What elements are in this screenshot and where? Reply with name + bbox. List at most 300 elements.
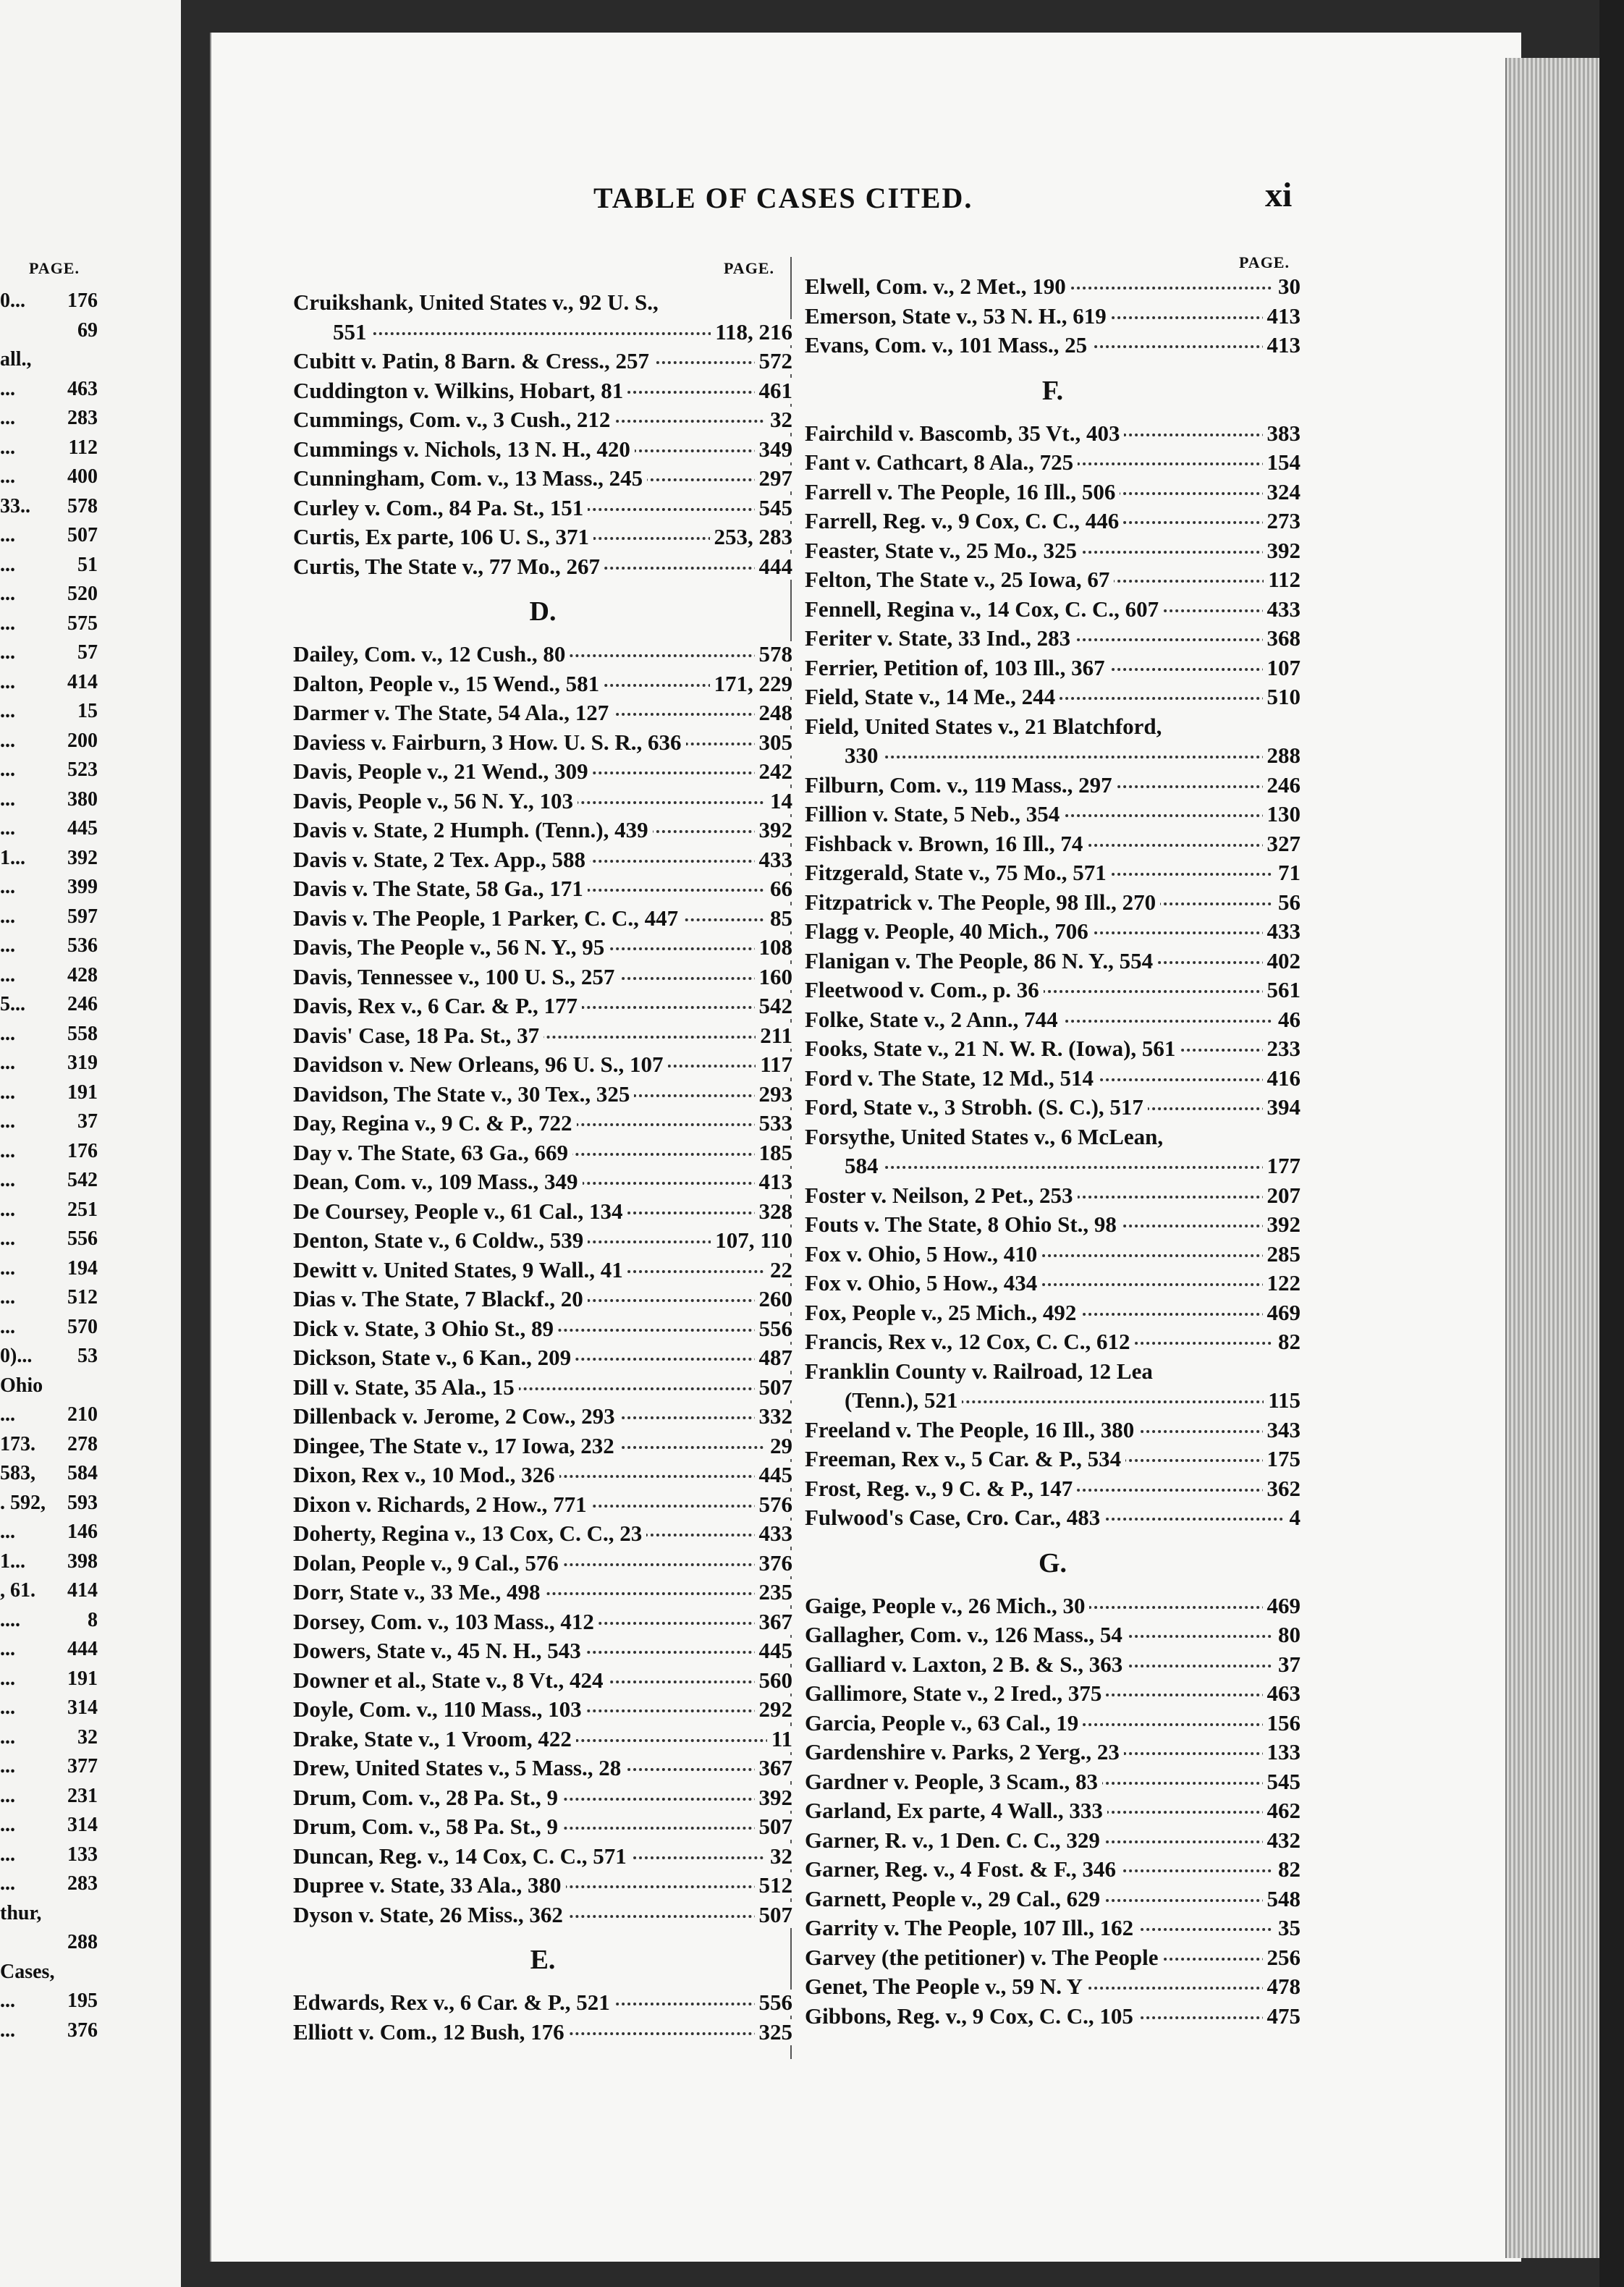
- case-entry: [805, 1417, 1301, 1447]
- case-entry: [293, 1316, 792, 1345]
- case-citation: Filburn, Com. v., 119 Mass., 297: [805, 772, 1117, 798]
- case-page-ref: 432: [1263, 1827, 1301, 1853]
- facing-page-fragment: ...: [0, 1256, 15, 1280]
- case-page-ref: 66: [766, 876, 792, 902]
- facing-page-row: [0, 407, 98, 434]
- case-entry: [293, 1521, 792, 1550]
- facing-page-row: [0, 495, 98, 523]
- case-page-ref: 29: [766, 1433, 792, 1459]
- case-citation: Drum, Com. v., 58 Pa. St., 9: [293, 1814, 562, 1839]
- case-entry: [293, 758, 792, 788]
- case-page-ref: 507: [755, 1374, 793, 1400]
- case-citation: Davidson v. New Orleans, 96 U. S., 107: [293, 1052, 668, 1077]
- facing-page-row: [0, 1814, 98, 1841]
- cases-column-2: [805, 274, 1301, 2032]
- facing-page-number: 231: [67, 1784, 98, 1807]
- facing-page-number: 278: [67, 1432, 98, 1455]
- case-citation: Dewitt v. United States, 9 Wall., 41: [293, 1257, 627, 1282]
- case-page-ref: 35: [1274, 1915, 1301, 1941]
- case-page-ref: 413: [1263, 332, 1301, 358]
- facing-page-number: 593: [67, 1491, 98, 1514]
- case-citation: Felton, The State v., 25 Iowa, 67: [805, 567, 1114, 592]
- facing-page-fragment: ...: [0, 641, 15, 664]
- case-citation: Fooks, State v., 21 N. W. R. (Iowa), 561: [805, 1036, 1180, 1061]
- facing-page-fragment: ...: [0, 524, 15, 546]
- facing-page-number: 288: [67, 1931, 98, 1953]
- facing-page-row: [0, 1140, 98, 1167]
- case-entry: [805, 889, 1301, 919]
- case-citation: De Coursey, People v., 61 Cal., 134: [293, 1199, 627, 1224]
- facing-page-row: [0, 964, 98, 992]
- case-citation: Farrell, Reg. v., 9 Cox, C. C., 446: [805, 508, 1123, 533]
- case-citation: Darmer v. The State, 54 Ala., 127: [293, 700, 613, 725]
- case-page-ref: 32: [766, 1843, 792, 1869]
- case-citation-continued: 584: [845, 1153, 883, 1178]
- case-citation: Fairchild v. Bascomb, 35 Vt., 403: [805, 420, 1124, 446]
- facing-page-row: [0, 847, 98, 874]
- case-entry: [805, 1798, 1301, 1827]
- case-entry: [293, 1638, 792, 1667]
- case-citation: Garner, R. v., 1 Den. C. C., 329: [805, 1827, 1104, 1853]
- case-page-ref: 154: [1263, 449, 1301, 475]
- case-entry: [805, 1593, 1301, 1623]
- case-page-ref: 211: [756, 1023, 792, 1049]
- case-entry: [293, 905, 792, 935]
- page-title: TABLE OF CASES CITED.: [593, 182, 973, 214]
- facing-page-number: 536: [67, 934, 98, 957]
- facing-page-number: 246: [67, 993, 98, 1015]
- case-citation: Davis v. State, 2 Tex. App., 588: [293, 847, 590, 872]
- case-entry: [293, 1345, 792, 1374]
- case-entry: [805, 274, 1301, 303]
- case-entry: [805, 1241, 1301, 1271]
- case-citation: Gardner v. People, 3 Scam., 83: [805, 1769, 1102, 1794]
- facing-page-row: [0, 730, 98, 757]
- facing-page-row: [0, 524, 98, 551]
- case-citation: Davis v. The People, 1 Parker, C. C., 447: [293, 905, 682, 931]
- column-2-page-heading: PAGE.: [1239, 253, 1290, 271]
- case-page-ref: 542: [755, 993, 793, 1019]
- facing-page-number: 319: [67, 1052, 98, 1074]
- case-entry: [805, 1652, 1301, 1681]
- case-page-ref: 507: [755, 1902, 793, 1928]
- case-entry: [805, 1300, 1301, 1329]
- case-page-ref: 297: [755, 465, 793, 491]
- facing-page-fragment: ...: [0, 2018, 15, 2042]
- case-page-ref: 349: [755, 436, 793, 462]
- case-entry: [293, 1902, 792, 1932]
- facing-page-row: [0, 993, 98, 1020]
- facing-page-number: 51: [77, 553, 98, 576]
- case-citation: Feriter v. State, 33 Ind., 283: [805, 625, 1075, 651]
- facing-page-fragment: ...: [0, 1022, 15, 1045]
- facing-page-number: 520: [67, 583, 98, 605]
- case-page-ref: 325: [755, 2019, 793, 2045]
- case-entry: [293, 1140, 792, 1170]
- facing-page-number: 392: [67, 846, 98, 869]
- case-entry: [293, 934, 792, 964]
- case-page-ref: 160: [755, 964, 793, 990]
- case-page-ref: 376: [755, 1550, 793, 1576]
- case-citation: Frost, Reg. v., 9 C. & P., 147: [805, 1476, 1077, 1501]
- case-entry: [293, 671, 792, 701]
- case-citation: Drew, United States v., 5 Mass., 28: [293, 1755, 625, 1780]
- case-page-ref: 327: [1263, 831, 1301, 857]
- case-page-ref: 171, 229: [710, 671, 793, 697]
- case-entry: [805, 1622, 1301, 1652]
- case-page-ref: 392: [755, 1785, 793, 1811]
- section-letter: E.: [530, 1945, 556, 1975]
- case-page-ref: 253, 283: [710, 524, 793, 550]
- case-citation: Francis, Rex v., 12 Cox, C. C., 612: [805, 1329, 1134, 1354]
- case-entry: [293, 993, 792, 1023]
- facing-page-row: [0, 700, 98, 727]
- facing-page-row: [0, 1726, 98, 1754]
- facing-page-text: [0, 0, 109, 2287]
- facing-page-fragment: ...: [0, 1227, 15, 1250]
- case-citation: Fishback v. Brown, 16 Ill., 74: [805, 831, 1087, 856]
- facing-page-fragment: ...: [0, 758, 15, 781]
- case-page-ref: 82: [1274, 1329, 1301, 1355]
- facing-page-fragment: 5...: [0, 993, 25, 1015]
- facing-page-fragment: ...: [0, 1696, 15, 1719]
- case-page-ref: 56: [1274, 889, 1301, 916]
- case-citation: Cuddington v. Wilkins, Hobart, 81: [293, 378, 627, 403]
- case-citation: Dailey, Com. v., 12 Cush., 80: [293, 641, 570, 667]
- facing-page-number: 445: [67, 817, 98, 840]
- facing-page-fragment: 1...: [0, 846, 25, 869]
- case-entry: [293, 1696, 792, 1726]
- case-entry: [293, 876, 792, 905]
- case-citation: Farrell v. The People, 16 Ill., 506: [805, 479, 1120, 504]
- case-page-ref: 545: [1263, 1769, 1301, 1795]
- case-page-ref: 512: [755, 1872, 793, 1898]
- case-entry: [805, 684, 1301, 714]
- case-citation: Denton, State v., 6 Coldw., 539: [293, 1227, 588, 1253]
- case-citation: Fulwood's Case, Cro. Car., 483: [805, 1505, 1104, 1530]
- case-citation: Dingee, The State v., 17 Iowa, 232: [293, 1433, 619, 1458]
- case-page-ref: 487: [755, 1345, 793, 1371]
- facing-page-fragment: ...: [0, 1081, 15, 1104]
- case-citation: Garvey (the petitioner) v. The People: [805, 1945, 1162, 1970]
- case-entry: [293, 1052, 792, 1081]
- case-page-ref: 80: [1274, 1622, 1301, 1648]
- facing-page-fragment: ...: [0, 407, 15, 429]
- case-page-ref: 533: [755, 1110, 793, 1136]
- case-page-ref: 233: [1263, 1036, 1301, 1062]
- case-entry: [805, 1915, 1301, 1945]
- case-entry: [805, 1739, 1301, 1769]
- case-citation-continued: (Tenn.), 521: [845, 1387, 962, 1413]
- case-citation: Davis, The People v., 56 N. Y., 95: [293, 934, 609, 960]
- case-citation: Freeman, Rex v., 5 Car. & P., 534: [805, 1446, 1125, 1471]
- case-page-ref: 433: [755, 847, 793, 873]
- case-page-ref: 475: [1263, 2003, 1301, 2029]
- case-entry: [805, 1036, 1301, 1065]
- case-page-ref: 324: [1263, 479, 1301, 505]
- facing-page-number: 210: [67, 1403, 98, 1426]
- case-citation: Day v. The State, 63 Ga., 669: [293, 1140, 572, 1165]
- case-citation: Curley v. Com., 84 Pa. St., 151: [293, 495, 588, 520]
- facing-page-row: [0, 1902, 98, 1929]
- case-entry: [805, 1212, 1301, 1241]
- case-entry: [293, 554, 792, 583]
- facing-page-number: 376: [67, 2018, 98, 2042]
- case-entry: [293, 700, 792, 730]
- facing-page-fragment: ...: [0, 1990, 15, 2012]
- case-page-ref: 556: [755, 1990, 793, 2016]
- section-letter: G.: [1038, 1547, 1067, 1578]
- case-entry: [805, 655, 1301, 685]
- case-entry: [805, 1270, 1301, 1300]
- case-citation: Fitzpatrick v. The People, 98 Ill., 270: [805, 889, 1160, 915]
- scan-border: [1599, 0, 1624, 2287]
- case-entry: [805, 1065, 1301, 1095]
- case-entry: [805, 2003, 1301, 2033]
- case-entry: [293, 1462, 792, 1492]
- case-page-ref: 285: [1263, 1241, 1301, 1267]
- facing-page-number: 523: [67, 758, 98, 781]
- facing-page-fragment: 173.: [0, 1432, 35, 1455]
- case-page-ref: 133: [1263, 1739, 1301, 1765]
- case-page-ref: 107: [1263, 655, 1301, 681]
- facing-page-row: [0, 1169, 98, 1196]
- case-citation: Dickson, State v., 6 Kan., 209: [293, 1345, 575, 1370]
- case-page-ref: 235: [755, 1579, 793, 1605]
- case-entry: [805, 1358, 1301, 1417]
- case-page-ref: 107, 110: [711, 1227, 792, 1254]
- case-citation: Dorr, State v., 33 Me., 498: [293, 1579, 545, 1605]
- case-page-ref: 367: [755, 1755, 793, 1781]
- case-citation: Gardenshire v. Parks, 2 Yerg., 23: [805, 1739, 1124, 1764]
- case-citation: Flanigan v. The People, 86 N. Y., 554: [805, 948, 1157, 973]
- case-page-ref: 392: [755, 817, 793, 843]
- case-citation: Doherty, Regina v., 13 Cox, C. C., 23: [293, 1521, 646, 1546]
- facing-page-row: [0, 612, 98, 640]
- case-entry: [805, 567, 1301, 596]
- case-entry: [805, 332, 1301, 362]
- facing-page-number: 399: [67, 876, 98, 898]
- facing-page-row: [0, 905, 98, 933]
- facing-page-fragment: ...: [0, 1667, 15, 1690]
- facing-page-row: [0, 1110, 98, 1138]
- case-entry: [805, 479, 1301, 509]
- case-citation: Feaster, State v., 25 Mo., 325: [805, 538, 1081, 563]
- case-page-ref: 413: [755, 1169, 793, 1195]
- case-page-ref: 413: [1263, 303, 1301, 329]
- case-citation: Davis, People v., 21 Wend., 309: [293, 758, 593, 784]
- case-entry: [805, 1974, 1301, 2003]
- case-citation: Dias v. The State, 7 Blackf., 20: [293, 1286, 588, 1311]
- facing-page-number: 191: [67, 1667, 98, 1690]
- facing-page-number: 570: [67, 1315, 98, 1338]
- case-citation-continued: 551: [333, 319, 371, 344]
- case-entry: [293, 1403, 792, 1433]
- facing-page-number: 57: [77, 641, 98, 664]
- facing-page-number: 283: [67, 407, 98, 429]
- facing-page-row: [0, 1374, 98, 1402]
- facing-page-number: 398: [67, 1550, 98, 1573]
- facing-page-fragment: 33..: [0, 494, 30, 517]
- case-page-ref: 578: [755, 641, 793, 667]
- case-page-ref: 117: [756, 1052, 792, 1078]
- facing-page-number: 377: [67, 1755, 98, 1777]
- facing-page-row: [0, 1667, 98, 1695]
- facing-page-row: [0, 1462, 98, 1489]
- case-citation: Garner, Reg. v., 4 Fost. & F., 346: [805, 1856, 1120, 1882]
- case-page-ref: 461: [755, 378, 793, 404]
- case-citation: Gallimore, State v., 2 Ired., 375: [805, 1681, 1106, 1706]
- case-citation: Downer et al., State v., 8 Vt., 424: [293, 1667, 608, 1693]
- section-letter: F.: [1041, 375, 1064, 406]
- case-entry: [293, 1374, 792, 1404]
- facing-page-number: 542: [67, 1169, 98, 1191]
- case-citation: Drum, Com. v., 28 Pa. St., 9: [293, 1785, 562, 1810]
- case-page-ref: 392: [1263, 538, 1301, 564]
- case-citation: Gallagher, Com. v., 126 Mass., 54: [805, 1622, 1127, 1647]
- case-page-ref: 246: [1263, 772, 1301, 798]
- facing-page-fragment: 583,: [0, 1462, 35, 1484]
- case-entry: [805, 1681, 1301, 1710]
- case-citation: Davis v. The State, 58 Ga., 171: [293, 876, 588, 901]
- case-entry: [293, 1872, 792, 1902]
- case-entry: [293, 1609, 792, 1639]
- case-entry: [293, 1169, 792, 1199]
- case-page-ref: 273: [1263, 508, 1301, 534]
- case-citation: Cubitt v. Patin, 8 Barn. & Cress., 257: [293, 348, 654, 373]
- facing-page-row: [0, 788, 98, 816]
- case-entry: [805, 538, 1301, 567]
- case-entry: [805, 801, 1301, 831]
- facing-page-row: [0, 1081, 98, 1109]
- facing-page-row: [0, 1345, 98, 1372]
- facing-page-fragment: ...: [0, 1725, 15, 1749]
- case-entry: [293, 1667, 792, 1697]
- case-entry: [805, 772, 1301, 802]
- case-entry: [293, 1579, 792, 1609]
- case-citation: Gibbons, Reg. v., 9 Cox, C. C., 105: [805, 2003, 1138, 2029]
- facing-page-fragment: ...: [0, 787, 15, 811]
- case-entry: [293, 1755, 792, 1785]
- facing-page-row: [0, 583, 98, 610]
- facing-page-number: 575: [67, 612, 98, 635]
- facing-page-row: [0, 2019, 98, 2047]
- case-citation: Davis, People v., 56 N. Y., 103: [293, 788, 578, 813]
- facing-page-row: [0, 1227, 98, 1255]
- case-page-ref: 22: [766, 1257, 792, 1283]
- case-page-ref: 122: [1263, 1270, 1301, 1296]
- case-page-ref: 561: [1263, 977, 1301, 1003]
- facing-page-number: 112: [68, 436, 98, 459]
- cases-column-1: [293, 289, 792, 2048]
- facing-page-fragment: ...: [0, 670, 15, 693]
- facing-page-number: 414: [67, 1579, 98, 1602]
- facing-page-number: 69: [77, 318, 98, 342]
- case-page-ref: 445: [755, 1638, 793, 1664]
- case-entry: [293, 465, 792, 495]
- case-page-ref: 367: [755, 1609, 793, 1635]
- case-citation: Dolan, People v., 9 Cal., 576: [293, 1550, 563, 1576]
- case-citation: Ferrier, Petition of, 103 Ill., 367: [805, 655, 1109, 680]
- case-entry: [293, 1286, 792, 1316]
- case-page-ref: 507: [755, 1814, 793, 1840]
- facing-page-row: [0, 1316, 98, 1343]
- case-citation: Foster v. Neilson, 2 Pet., 253: [805, 1183, 1078, 1208]
- page-edges: [1505, 58, 1601, 2258]
- facing-page-number: 597: [67, 905, 98, 928]
- facing-page-number: 558: [67, 1022, 98, 1045]
- case-entry: [805, 977, 1301, 1007]
- case-page-ref: 288: [1263, 743, 1301, 769]
- case-page-ref: 293: [755, 1081, 793, 1107]
- case-entry: [805, 1769, 1301, 1798]
- case-citation: Field, State v., 14 Me., 244: [805, 684, 1060, 709]
- facing-page-fragment: ...: [0, 1814, 15, 1836]
- facing-page-fragment: ...: [0, 377, 15, 400]
- case-entry: [805, 1007, 1301, 1036]
- facing-page-fragment: 1...: [0, 1550, 25, 1573]
- case-page-ref: 82: [1274, 1856, 1301, 1882]
- case-citation: Dillenback v. Jerome, 2 Cow., 293: [293, 1403, 619, 1429]
- facing-page-fragment: ...: [0, 1052, 15, 1074]
- case-citation: Elliott v. Com., 12 Bush, 176: [293, 2019, 569, 2045]
- book-gutter: [181, 0, 210, 2287]
- case-citation: Genet, The People v., 59 N. Y: [805, 1974, 1087, 1999]
- facing-page-fragment: ...: [0, 583, 15, 605]
- facing-page-fragment: ...: [0, 1139, 15, 1162]
- case-citation: Drake, State v., 1 Vroom, 422: [293, 1726, 576, 1751]
- facing-page-row: [0, 1286, 98, 1314]
- facing-page-row: [0, 1872, 98, 1900]
- case-citation: Cummings, Com. v., 3 Cush., 212: [293, 407, 614, 432]
- facing-page-fragment: ...: [0, 934, 15, 957]
- facing-page-fragment: , 61.: [0, 1579, 35, 1602]
- case-page-ref: 469: [1263, 1300, 1301, 1326]
- case-entry: [805, 918, 1301, 948]
- case-entry: [293, 378, 792, 407]
- facing-page-row: [0, 289, 98, 317]
- case-entry: [293, 1199, 792, 1228]
- case-page-ref: 118, 216: [711, 319, 792, 345]
- facing-page-fragment: 0)...: [0, 1345, 33, 1367]
- case-citation: Davis, Tennessee v., 100 U. S., 257: [293, 964, 619, 989]
- facing-page-fragment: ...: [0, 1755, 15, 1777]
- facing-page-row: [0, 1696, 98, 1724]
- facing-page-fragment: ...: [0, 1403, 15, 1426]
- case-entry: [293, 641, 792, 671]
- facing-page-number: 578: [67, 494, 98, 517]
- case-page-ref: 328: [755, 1199, 793, 1225]
- case-citation: Folke, State v., 2 Ann., 744: [805, 1007, 1062, 1032]
- facing-page-number: 251: [67, 1198, 98, 1221]
- case-page-ref: 462: [1263, 1798, 1301, 1824]
- case-page-ref: 242: [755, 758, 793, 785]
- facing-page-fragment: ...: [0, 1315, 15, 1338]
- case-entry: [805, 508, 1301, 538]
- section-letter: D.: [529, 596, 557, 627]
- case-page-ref: 46: [1274, 1007, 1301, 1033]
- case-page-ref: 108: [755, 934, 793, 960]
- facing-page-row: [0, 1931, 98, 1958]
- case-citation: Dowers, State v., 45 N. H., 543: [293, 1638, 585, 1663]
- case-page-ref: 175: [1263, 1446, 1301, 1472]
- case-entry: [293, 1433, 792, 1463]
- case-entry: [805, 596, 1301, 626]
- case-citation: Doyle, Com. v., 110 Mass., 103: [293, 1696, 586, 1722]
- facing-page-row: [0, 1023, 98, 1050]
- case-citation: Curtis, Ex parte, 106 U. S., 371: [293, 524, 593, 549]
- case-entry: [805, 1856, 1301, 1886]
